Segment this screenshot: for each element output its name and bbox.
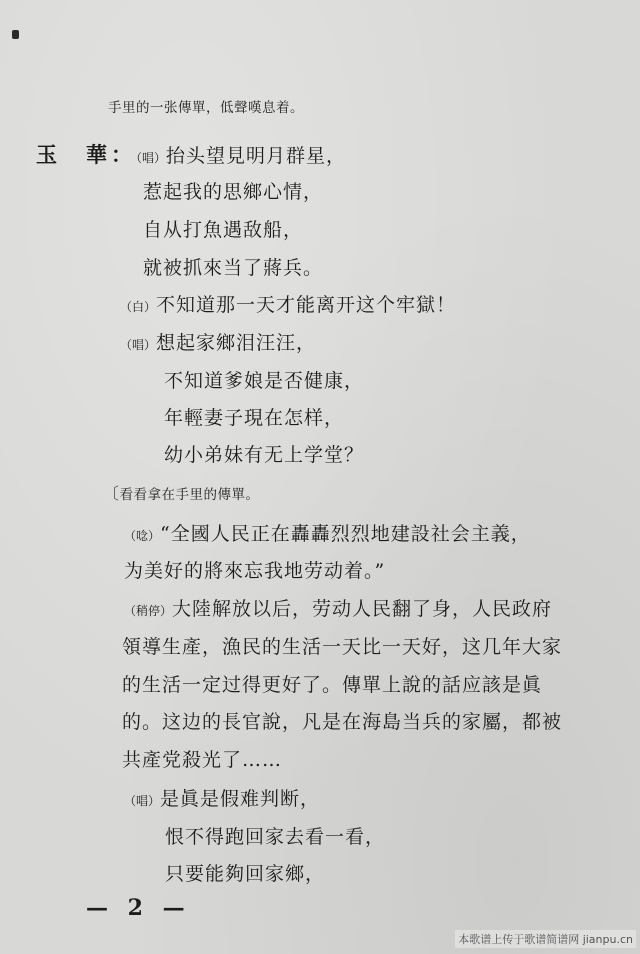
binding-mark (12, 30, 19, 39)
prose-line: 共產党殺光了…… (122, 749, 283, 771)
verse-line: 惹起我的思鄉心情， (143, 181, 324, 203)
prose-line: 領導生產，漁民的生活一天比一天好，这几年大家 (122, 636, 563, 658)
performance-tag: （唱） (136, 151, 167, 165)
verse-line: 自从打魚遇敌船， (143, 219, 304, 241)
verse-line: 不知道爹娘是否健康， (164, 370, 365, 392)
verse-line (36, 143, 346, 170)
performance-tag: （唱） (124, 794, 161, 808)
speaker-name: 玉 華： (36, 142, 136, 167)
verse-line (124, 787, 320, 813)
performance-tag: （稍停） (124, 604, 173, 618)
verse-line: 年輕妻子現在怎样， (164, 407, 345, 429)
performance-tag: （白） (120, 300, 157, 314)
recited-line: 为美好的將來忘我地劳动着。” (124, 560, 386, 582)
line-text: 不知道那一天才能离开这个牢獄！ (156, 294, 457, 316)
verse-line: 只要能夠回家鄉， (165, 863, 326, 885)
prose-line: 的。这边的長官說，凡是在海島当兵的家屬，都被 (122, 711, 563, 733)
verse-line: 恨不得跑回家去看一看， (165, 826, 386, 848)
line-text: “全國人民正在轟轟烈烈地建設社会主義， (160, 523, 531, 545)
verse-line: 幼小弟妹有无上学堂？ (164, 444, 365, 466)
verse-line (120, 331, 316, 357)
performance-tag: （唸） (124, 529, 161, 543)
recited-line (124, 522, 531, 548)
line-text: 是眞是假难判断， (160, 788, 321, 810)
verse-line: 就被抓來当了蔣兵。 (143, 257, 324, 279)
site-watermark: 本歌谱上传于歌谱简谱网 jianpu.cn (455, 930, 636, 948)
direction-bracket: 〔 (103, 484, 120, 503)
performance-tag: （唱） (120, 338, 157, 352)
line-text: 抬头望見明月群星， (166, 145, 347, 167)
line-text: 大陸解放以后，劳动人民翻了身，人民政府 (172, 598, 553, 620)
spoken-line (120, 293, 456, 319)
prose-line: 的生活一定过得更好了。傳單上說的話应該是眞 (122, 674, 543, 696)
page-number: — 2 — (86, 895, 191, 921)
stage-direction (103, 482, 260, 507)
line-text: 想起家鄉泪汪汪， (156, 332, 317, 354)
stage-direction: 手里的一张傳單，低聲嘆息着。 (108, 100, 304, 116)
prose-line (124, 597, 552, 623)
line-text: 看看拿在手里的傳單。 (119, 487, 260, 503)
